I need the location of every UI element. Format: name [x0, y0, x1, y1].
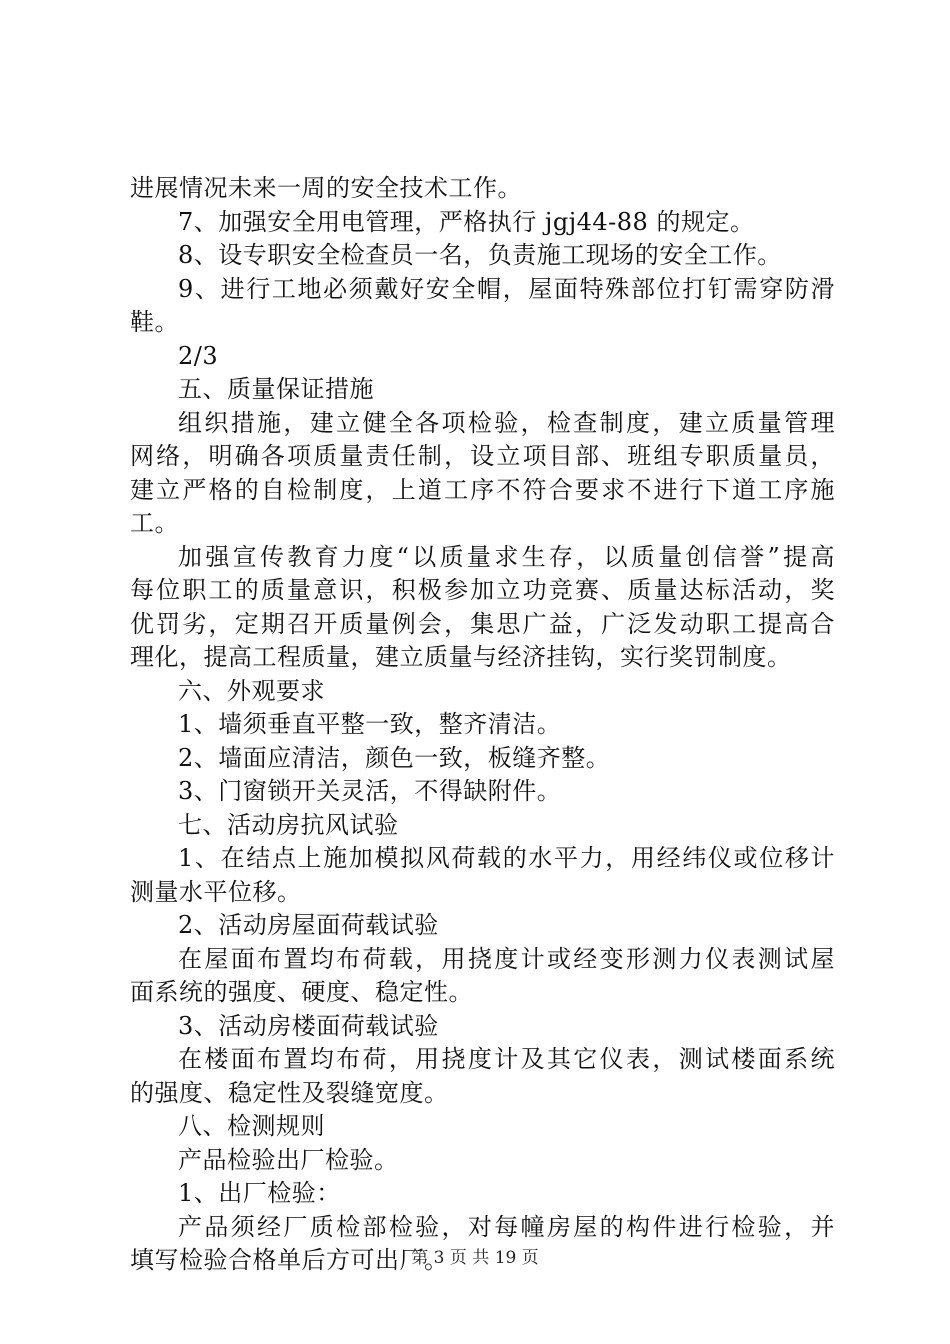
section-heading: 七、活动房抗风试验: [178, 810, 399, 839]
text-line: 的强度、稳定性及裂缝宽度。: [130, 1078, 449, 1107]
text-line: 在楼面布置均布荷，用挠度计及其它仪表，测试楼面系统: [178, 1045, 835, 1073]
section-heading: 六、外观要求: [178, 676, 325, 705]
document-body: [130, 172, 835, 1278]
text-line: 每位职工的质量意识，积极参加立功竞赛、质量达标活动，奖: [130, 576, 835, 604]
text-line: 7、加强安全用电管理，严格执行 jgj44-88 的规定。: [178, 207, 755, 236]
text-line: 工。: [130, 509, 179, 537]
text-line: 9、进行工地必须戴好安全帽，屋面特殊部位打钉需穿防滑: [178, 274, 835, 303]
text-line: 1、出厂检验：: [178, 1179, 341, 1207]
text-line: 产品检验出厂检验。: [178, 1145, 399, 1174]
text-line: 在屋面布置均布荷载，用挠度计或经变形测力仪表测试屋: [178, 944, 835, 973]
section-heading: 五、质量保证措施: [178, 375, 374, 403]
page-fraction: 2/3: [178, 341, 219, 370]
text-line: 面系统的强度、硬度、稳定性。: [130, 978, 473, 1006]
text-line: 1、墙须垂直平整一致，整齐清洁。: [178, 710, 562, 738]
text-line: 进展情况未来一周的安全技术工作。: [130, 174, 522, 202]
text-line: 1、在结点上施加模拟风荷载的水平力，用经纬仪或位移计: [178, 844, 835, 872]
text-line: 组织措施，建立健全各项检验，检查制度，建立质量管理: [178, 408, 835, 437]
text-line: 2、活动房屋面荷载试验: [178, 911, 439, 939]
text-line: 8、设专职安全检查员一名，负责施工现场的安全工作。: [178, 241, 782, 269]
text-line: 填写检验合格单后方可出厂。: [130, 1246, 449, 1274]
text-line: 鞋。: [130, 308, 179, 336]
text-line: 3、活动房楼面荷载试验: [178, 1011, 439, 1040]
text-line: 测量水平位移。: [130, 877, 302, 906]
text-line: 产品须经厂质检部检验，对每幢房屋的构件进行检验，并: [178, 1212, 835, 1241]
text-line: 3、门窗锁开关灵活，不得缺附件。: [178, 777, 562, 805]
text-line: 2、墙面应清洁，颜色一致，板缝齐整。: [178, 743, 611, 772]
text-line: 优罚劣，定期召开质量例会，集思广益，广泛发动职工提高合: [130, 609, 835, 638]
text-line: 建立严格的自检制度，上道工序不符合要求不进行下道工序施: [130, 475, 835, 504]
text-line: 加强宣传教育力度“以质量求生存，以质量创信誉”提高: [178, 542, 835, 571]
section-heading: 八、检测规则: [178, 1112, 325, 1140]
page-footer: 第 3 页 共 19 页: [411, 1248, 539, 1268]
text-line: 理化，提高工程质量，建立质量与经济挂钩，实行奖罚制度。: [130, 643, 792, 671]
text-line: 网络，明确各项质量责任制，设立项目部、班组专职质量员，: [130, 442, 835, 470]
